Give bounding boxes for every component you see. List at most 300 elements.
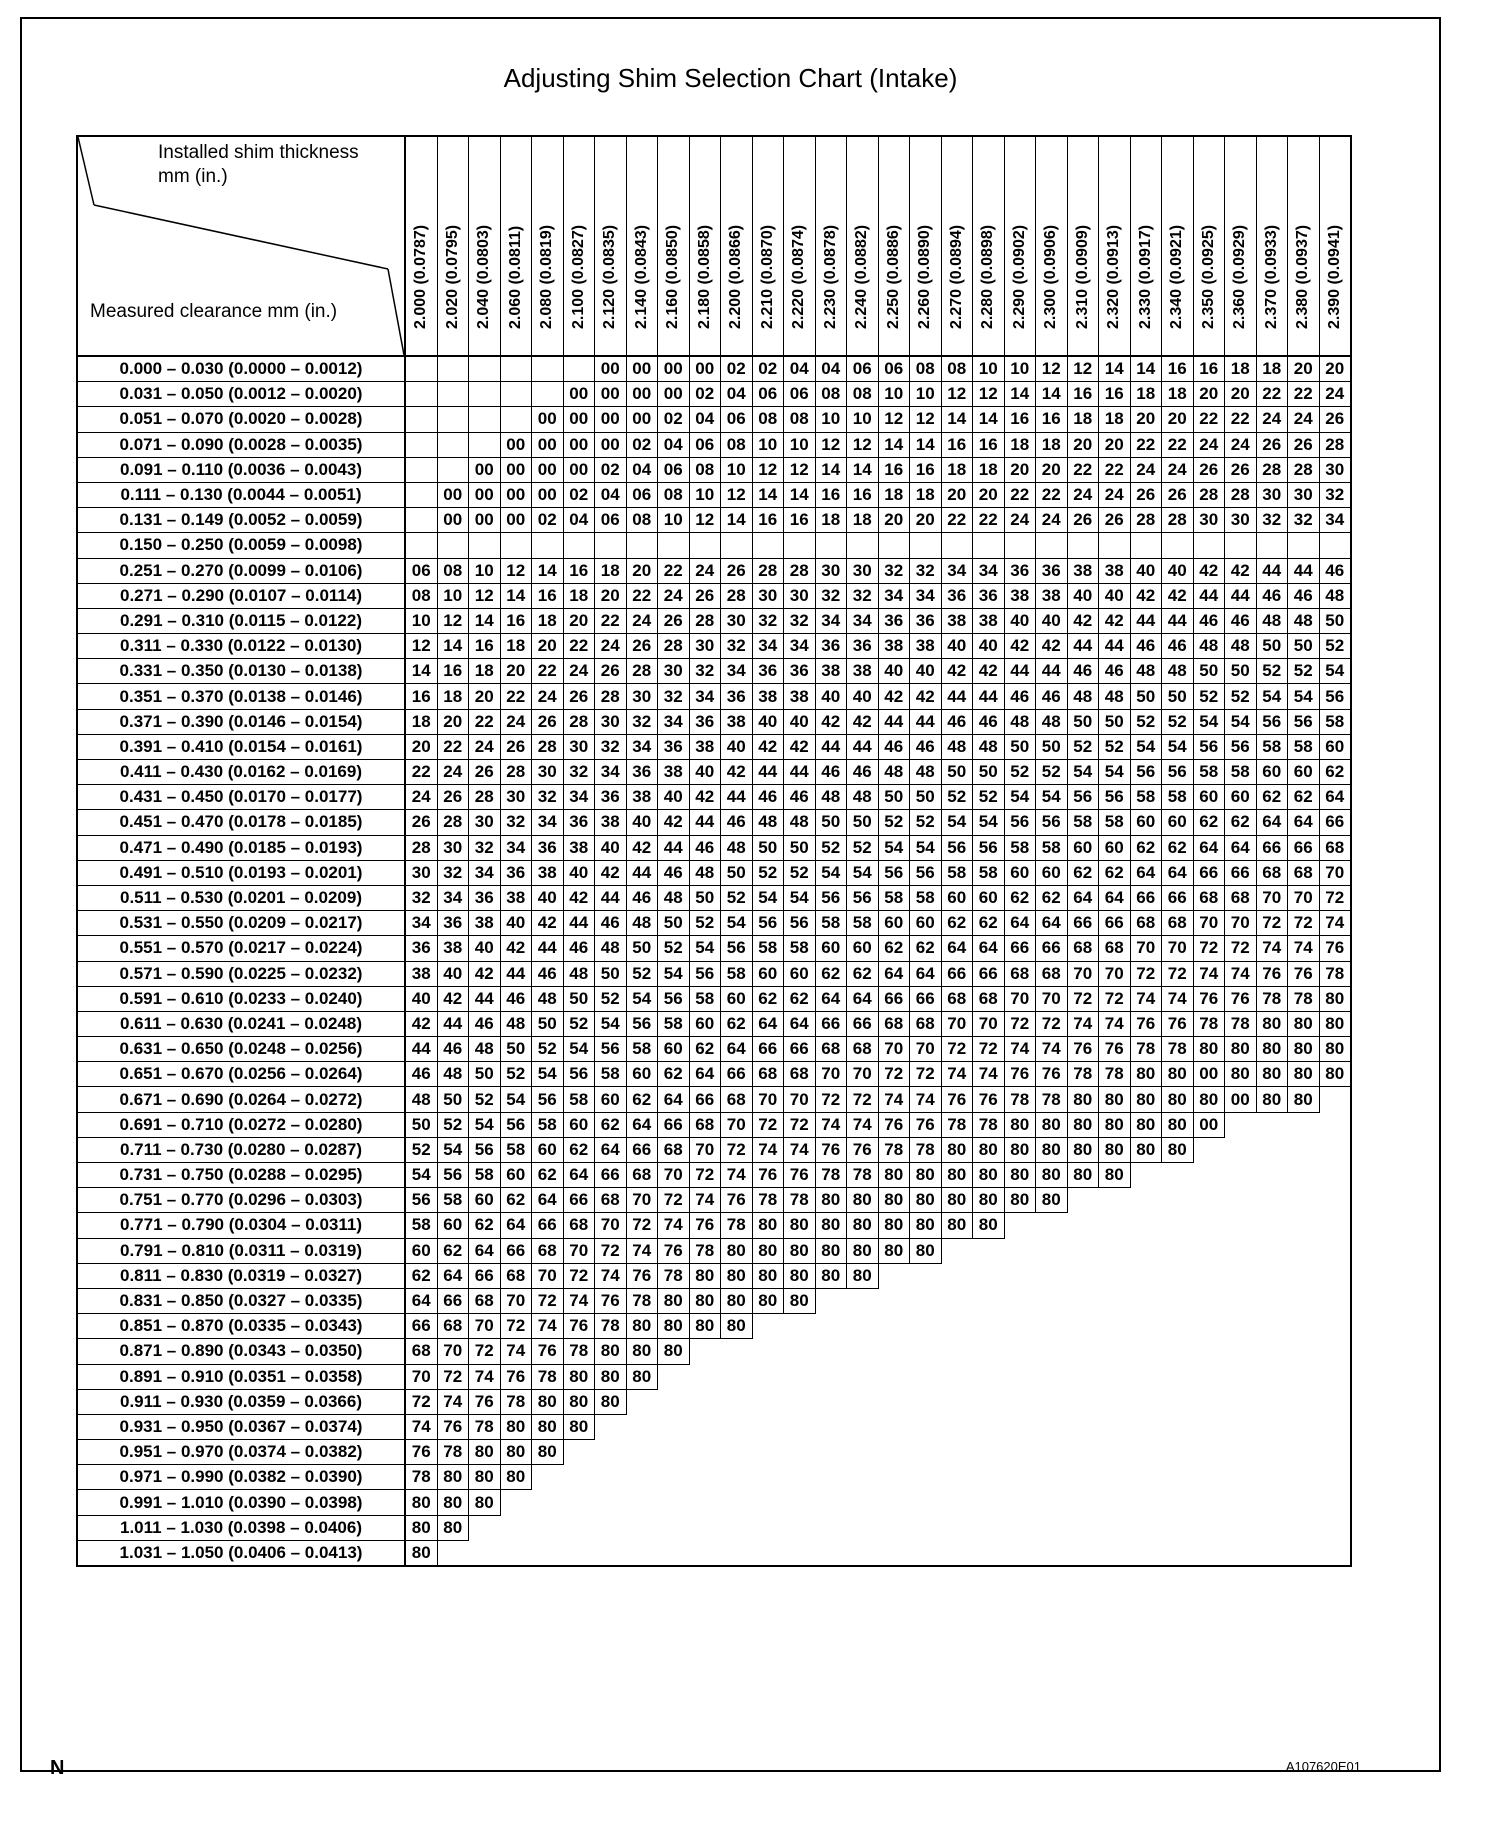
shim-number-cell: 54 <box>689 936 721 961</box>
shim-number-cell: 44 <box>1067 634 1099 659</box>
shim-number-cell: 24 <box>1004 508 1036 533</box>
shim-number-cell: 42 <box>815 709 847 734</box>
shim-number-cell: 34 <box>437 885 469 910</box>
clearance-range-label: 0.331 – 0.350 (0.0130 – 0.0138) <box>77 659 405 684</box>
clearance-range-label: 0.531 – 0.550 (0.0209 – 0.0217) <box>77 911 405 936</box>
empty-area <box>1036 1440 1068 1465</box>
table-row <box>77 785 1351 810</box>
shim-number-cell: 46 <box>405 1062 437 1087</box>
empty-area <box>973 1440 1005 1465</box>
shim-number-cell: 68 <box>437 1314 469 1339</box>
shim-number-cell: 62 <box>1004 885 1036 910</box>
shim-number-cell: 08 <box>847 382 879 407</box>
shim-number-cell: 80 <box>1319 986 1351 1011</box>
shim-number-cell: 74 <box>910 1087 942 1112</box>
shim-number-cell: 70 <box>878 1037 910 1062</box>
shim-number-cell: 80 <box>973 1213 1005 1238</box>
clearance-range-label: 0.931 – 0.950 (0.0367 – 0.0374) <box>77 1414 405 1439</box>
empty-area <box>1036 1263 1068 1288</box>
shim-number-cell: 74 <box>973 1062 1005 1087</box>
shim-number-cell: 66 <box>878 986 910 1011</box>
shim-number-cell: 32 <box>1288 508 1320 533</box>
shim-number-cell: 72 <box>1130 961 1162 986</box>
shim-number-cell: 64 <box>878 961 910 986</box>
empty-area <box>1099 1339 1131 1364</box>
shim-number-cell: 50 <box>1319 608 1351 633</box>
shim-number-cell: 58 <box>626 1037 658 1062</box>
shim-number-cell: 78 <box>532 1364 564 1389</box>
empty-area <box>1036 1213 1068 1238</box>
table-row <box>77 558 1351 583</box>
shim-number-cell: 00 <box>626 382 658 407</box>
shim-number-cell: 52 <box>1067 734 1099 759</box>
empty-area <box>941 1339 973 1364</box>
shim-number-cell: 40 <box>941 634 973 659</box>
shim-number-cell: 20 <box>500 659 532 684</box>
shim-number-cell: 80 <box>469 1440 501 1465</box>
shim-number-cell: 20 <box>1099 432 1131 457</box>
shim-number-cell: 26 <box>721 558 753 583</box>
empty-area <box>1099 1263 1131 1288</box>
shim-number-cell: 58 <box>1099 810 1131 835</box>
shim-number-cell: 80 <box>689 1263 721 1288</box>
empty-area <box>721 1364 753 1389</box>
empty-area <box>1256 1389 1288 1414</box>
empty-area <box>1319 1238 1351 1263</box>
empty-area <box>1067 1515 1099 1540</box>
column-header <box>1319 136 1351 356</box>
empty-area <box>878 1263 910 1288</box>
empty-area <box>1256 1364 1288 1389</box>
shim-number-cell: 62 <box>973 911 1005 936</box>
shim-number-cell: 48 <box>1193 634 1225 659</box>
shim-number-cell: 40 <box>847 684 879 709</box>
shim-number-cell: 42 <box>1004 634 1036 659</box>
shim-number-cell: 66 <box>1193 860 1225 885</box>
shim-number-cell: 32 <box>721 634 753 659</box>
empty-area <box>1036 1414 1068 1439</box>
empty-area <box>500 1515 532 1540</box>
shim-number-cell: 80 <box>784 1288 816 1313</box>
column-header <box>532 136 564 356</box>
shim-number-cell: 64 <box>658 1087 690 1112</box>
shim-number-cell: 48 <box>721 835 753 860</box>
empty-area <box>1067 1389 1099 1414</box>
empty-area <box>1225 1490 1257 1515</box>
shim-number-cell: 60 <box>595 1087 627 1112</box>
shim-number-cell: 44 <box>1288 558 1320 583</box>
shim-number-cell: 46 <box>784 785 816 810</box>
shim-number-cell: 46 <box>1225 608 1257 633</box>
shim-number-cell: 22 <box>626 583 658 608</box>
shim-number-cell: 26 <box>500 734 532 759</box>
shim-number-cell: 38 <box>784 684 816 709</box>
empty-area <box>1193 1389 1225 1414</box>
empty-area <box>973 1364 1005 1389</box>
shim-number-cell: 80 <box>405 1515 437 1540</box>
shim-number-cell: 60 <box>1004 860 1036 885</box>
column-header <box>941 136 973 356</box>
shim-number-cell: 76 <box>721 1188 753 1213</box>
column-header-label: 2.330 (0.0917) <box>1136 224 1154 329</box>
shim-number-cell: 54 <box>1099 760 1131 785</box>
empty-area <box>1162 1238 1194 1263</box>
shim-number-cell: 38 <box>689 734 721 759</box>
shim-number-cell: 64 <box>437 1263 469 1288</box>
shim-number-cell: 40 <box>500 911 532 936</box>
shim-number-cell: 38 <box>658 760 690 785</box>
shim-selection-table <box>76 135 1352 1567</box>
shim-number-cell: 72 <box>941 1037 973 1062</box>
shim-number-cell: 36 <box>405 936 437 961</box>
shim-number-cell: 06 <box>595 508 627 533</box>
shim-number-cell: 66 <box>1004 936 1036 961</box>
shim-number-cell: 18 <box>532 608 564 633</box>
shim-number-cell: 80 <box>405 1490 437 1515</box>
shim-number-cell: 66 <box>689 1087 721 1112</box>
shim-number-cell: 48 <box>626 911 658 936</box>
shim-number-cell: 00 <box>595 356 627 382</box>
empty-area <box>910 1465 942 1490</box>
shim-number-cell: 52 <box>405 1137 437 1162</box>
empty-area <box>847 1314 879 1339</box>
shim-number-cell: 48 <box>1288 608 1320 633</box>
shim-number-cell: 66 <box>1130 885 1162 910</box>
shim-number-cell: 78 <box>878 1137 910 1162</box>
shim-number-cell: 80 <box>847 1238 879 1263</box>
shim-number-cell: 64 <box>1225 835 1257 860</box>
shim-number-cell: 80 <box>437 1515 469 1540</box>
shim-number-cell: 78 <box>815 1163 847 1188</box>
shim-number-cell: 80 <box>973 1188 1005 1213</box>
shim-number-cell: 80 <box>1288 1011 1320 1036</box>
shim-number-cell: 16 <box>532 583 564 608</box>
table-row <box>77 709 1351 734</box>
shim-number-cell: 38 <box>595 810 627 835</box>
shim-number-cell: 30 <box>784 583 816 608</box>
shim-number-cell <box>532 356 564 382</box>
shim-number-cell: 80 <box>815 1263 847 1288</box>
shim-number-cell: 74 <box>500 1339 532 1364</box>
empty-area <box>1288 1288 1320 1313</box>
empty-area <box>1067 1288 1099 1313</box>
shim-number-cell: 80 <box>752 1213 784 1238</box>
shim-number-cell: 56 <box>973 835 1005 860</box>
shim-number-cell: 44 <box>815 734 847 759</box>
shim-number-cell: 78 <box>1288 986 1320 1011</box>
empty-area <box>752 1515 784 1540</box>
empty-area <box>878 1314 910 1339</box>
empty-area <box>847 1339 879 1364</box>
column-header-label: 2.080 (0.0819) <box>538 224 556 329</box>
shim-number-cell: 26 <box>1225 457 1257 482</box>
shim-number-cell: 16 <box>563 558 595 583</box>
shim-number-cell: 14 <box>1004 382 1036 407</box>
shim-number-cell: 08 <box>658 482 690 507</box>
table-row <box>77 608 1351 633</box>
shim-number-cell: 58 <box>1004 835 1036 860</box>
shim-number-cell: 40 <box>595 835 627 860</box>
empty-area <box>1288 1137 1320 1162</box>
shim-number-cell: 74 <box>752 1137 784 1162</box>
shim-number-cell: 68 <box>784 1062 816 1087</box>
clearance-range-label: 0.751 – 0.770 (0.0296 – 0.0303) <box>77 1188 405 1213</box>
shim-number-cell: 64 <box>1099 885 1131 910</box>
shim-number-cell: 74 <box>815 1112 847 1137</box>
shim-number-cell: 80 <box>878 1188 910 1213</box>
shim-number-cell: 58 <box>469 1163 501 1188</box>
shim-number-cell: 52 <box>1162 709 1194 734</box>
shim-number-cell <box>405 533 437 558</box>
shim-number-cell: 56 <box>784 911 816 936</box>
shim-number-cell: 80 <box>847 1188 879 1213</box>
shim-number-cell: 30 <box>1193 508 1225 533</box>
shim-number-cell: 60 <box>1036 860 1068 885</box>
shim-number-cell: 26 <box>405 810 437 835</box>
shim-number-cell: 12 <box>941 382 973 407</box>
shim-number-cell: 42 <box>437 986 469 1011</box>
shim-number-cell: 24 <box>1193 432 1225 457</box>
empty-area <box>1162 1414 1194 1439</box>
shim-number-cell: 70 <box>595 1213 627 1238</box>
column-header <box>1256 136 1288 356</box>
shim-number-cell: 28 <box>658 634 690 659</box>
shim-number-cell: 44 <box>1193 583 1225 608</box>
shim-number-cell <box>437 356 469 382</box>
empty-area <box>1225 1465 1257 1490</box>
empty-area <box>626 1465 658 1490</box>
shim-number-cell: 14 <box>532 558 564 583</box>
empty-area <box>878 1339 910 1364</box>
shim-number-cell: 06 <box>752 382 784 407</box>
shim-number-cell: 18 <box>941 457 973 482</box>
empty-area <box>1067 1188 1099 1213</box>
shim-number-cell: 56 <box>1067 785 1099 810</box>
shim-number-cell: 38 <box>437 936 469 961</box>
empty-area <box>658 1515 690 1540</box>
column-header-label: 2.230 (0.0878) <box>821 224 839 329</box>
shim-number-cell: 50 <box>1162 684 1194 709</box>
empty-area <box>815 1339 847 1364</box>
shim-number-cell: 76 <box>1099 1037 1131 1062</box>
empty-area <box>563 1440 595 1465</box>
shim-number-cell: 30 <box>1319 457 1351 482</box>
shim-number-cell: 76 <box>1288 961 1320 986</box>
shim-number-cell: 58 <box>1256 734 1288 759</box>
shim-number-cell: 04 <box>563 508 595 533</box>
shim-number-cell: 28 <box>437 810 469 835</box>
shim-number-cell: 80 <box>595 1389 627 1414</box>
shim-number-cell: 58 <box>1288 734 1320 759</box>
shim-number-cell: 50 <box>500 1037 532 1062</box>
shim-number-cell: 48 <box>1099 684 1131 709</box>
column-header-label: 2.120 (0.0835) <box>601 224 619 329</box>
empty-area <box>721 1440 753 1465</box>
empty-area <box>1099 1364 1131 1389</box>
empty-area <box>1288 1389 1320 1414</box>
shim-number-cell: 00 <box>1193 1062 1225 1087</box>
column-header-label: 2.220 (0.0874) <box>790 224 808 329</box>
shim-number-cell: 74 <box>437 1389 469 1414</box>
shim-number-cell: 60 <box>405 1238 437 1263</box>
shim-number-cell: 34 <box>752 634 784 659</box>
shim-number-cell: 60 <box>847 936 879 961</box>
shim-number-cell: 42 <box>1099 608 1131 633</box>
empty-area <box>1225 1440 1257 1465</box>
shim-number-cell: 80 <box>910 1163 942 1188</box>
shim-number-cell: 28 <box>784 558 816 583</box>
shim-number-cell: 16 <box>878 457 910 482</box>
shim-number-cell: 78 <box>563 1339 595 1364</box>
shim-number-cell: 64 <box>563 1163 595 1188</box>
shim-number-cell: 24 <box>405 785 437 810</box>
shim-number-cell: 62 <box>563 1137 595 1162</box>
column-header <box>1004 136 1036 356</box>
shim-number-cell: 52 <box>1288 659 1320 684</box>
empty-area <box>973 1238 1005 1263</box>
shim-number-cell: 70 <box>500 1288 532 1313</box>
shim-number-cell: 70 <box>1036 986 1068 1011</box>
shim-number-cell: 60 <box>689 1011 721 1036</box>
empty-area <box>973 1339 1005 1364</box>
empty-area <box>815 1314 847 1339</box>
shim-number-cell: 80 <box>1036 1188 1068 1213</box>
shim-number-cell: 62 <box>689 1037 721 1062</box>
shim-number-cell: 50 <box>437 1087 469 1112</box>
shim-number-cell: 52 <box>910 810 942 835</box>
shim-number-cell: 40 <box>721 734 753 759</box>
shim-number-cell: 12 <box>437 608 469 633</box>
shim-number-cell: 00 <box>626 407 658 432</box>
shim-number-cell: 54 <box>1256 684 1288 709</box>
empty-area <box>1288 1163 1320 1188</box>
table-row <box>77 382 1351 407</box>
shim-number-cell: 52 <box>658 936 690 961</box>
column-header-label: 2.290 (0.0902) <box>1010 224 1028 329</box>
shim-number-cell: 48 <box>815 785 847 810</box>
empty-area <box>1004 1238 1036 1263</box>
shim-number-cell: 28 <box>721 583 753 608</box>
empty-area <box>941 1440 973 1465</box>
shim-number-cell: 26 <box>626 634 658 659</box>
shim-number-cell: 04 <box>658 432 690 457</box>
shim-number-cell: 54 <box>563 1037 595 1062</box>
shim-number-cell: 80 <box>1288 1037 1320 1062</box>
shim-number-cell: 56 <box>1319 684 1351 709</box>
shim-number-cell: 60 <box>1225 785 1257 810</box>
shim-number-cell: 64 <box>752 1011 784 1036</box>
shim-number-cell: 72 <box>910 1062 942 1087</box>
empty-area <box>1256 1188 1288 1213</box>
shim-number-cell: 50 <box>1067 709 1099 734</box>
empty-area <box>1130 1263 1162 1288</box>
shim-number-cell: 42 <box>658 810 690 835</box>
shim-number-cell: 60 <box>910 911 942 936</box>
shim-number-cell: 24 <box>437 760 469 785</box>
shim-number-cell <box>1036 533 1068 558</box>
shim-number-cell: 68 <box>1193 885 1225 910</box>
shim-number-cell: 42 <box>941 659 973 684</box>
shim-number-cell: 50 <box>1288 634 1320 659</box>
shim-number-cell: 60 <box>1256 760 1288 785</box>
shim-number-cell: 66 <box>500 1238 532 1263</box>
clearance-range-label: 0.671 – 0.690 (0.0264 – 0.0272) <box>77 1087 405 1112</box>
column-header <box>1130 136 1162 356</box>
empty-area <box>1004 1414 1036 1439</box>
shim-number-cell: 70 <box>469 1314 501 1339</box>
shim-number-cell: 62 <box>595 1112 627 1137</box>
shim-number-cell: 02 <box>595 457 627 482</box>
shim-number-cell <box>1193 533 1225 558</box>
shim-number-cell: 32 <box>626 709 658 734</box>
shim-number-cell: 72 <box>1162 961 1194 986</box>
shim-number-cell: 50 <box>784 835 816 860</box>
shim-number-cell: 42 <box>595 860 627 885</box>
shim-number-cell: 66 <box>973 961 1005 986</box>
empty-area <box>1099 1238 1131 1263</box>
clearance-range-label: 0.131 – 0.149 (0.0052 – 0.0059) <box>77 508 405 533</box>
shim-number-cell: 24 <box>1036 508 1068 533</box>
shim-number-cell: 56 <box>1004 810 1036 835</box>
shim-number-cell: 68 <box>1319 835 1351 860</box>
shim-number-cell: 50 <box>1130 684 1162 709</box>
shim-number-cell: 62 <box>532 1163 564 1188</box>
shim-number-cell: 80 <box>1193 1037 1225 1062</box>
empty-area <box>1004 1288 1036 1313</box>
shim-number-cell: 70 <box>973 1011 1005 1036</box>
shim-number-cell: 80 <box>1099 1163 1131 1188</box>
table-row <box>77 1188 1351 1213</box>
shim-number-cell: 54 <box>405 1163 437 1188</box>
empty-area <box>1067 1540 1099 1566</box>
shim-number-cell: 36 <box>815 634 847 659</box>
column-header <box>878 136 910 356</box>
shim-number-cell: 80 <box>405 1540 437 1566</box>
empty-area <box>1130 1465 1162 1490</box>
shim-number-cell: 26 <box>689 583 721 608</box>
shim-number-cell: 40 <box>469 936 501 961</box>
shim-number-cell: 56 <box>1288 709 1320 734</box>
shim-number-cell: 40 <box>815 684 847 709</box>
shim-number-cell: 62 <box>405 1263 437 1288</box>
shim-number-cell: 66 <box>1256 835 1288 860</box>
shim-number-cell: 60 <box>1193 785 1225 810</box>
table-row <box>77 961 1351 986</box>
shim-number-cell: 80 <box>1256 1087 1288 1112</box>
shim-number-cell: 68 <box>658 1137 690 1162</box>
empty-area <box>1193 1213 1225 1238</box>
shim-number-cell: 48 <box>500 1011 532 1036</box>
empty-area <box>1319 1163 1351 1188</box>
shim-number-cell: 38 <box>469 911 501 936</box>
shim-number-cell: 80 <box>1193 1087 1225 1112</box>
shim-number-cell: 18 <box>437 684 469 709</box>
clearance-range-label: 0.071 – 0.090 (0.0028 – 0.0035) <box>77 432 405 457</box>
shim-number-cell: 54 <box>1130 734 1162 759</box>
column-header-label: 2.020 (0.0795) <box>443 224 461 329</box>
shim-number-cell: 04 <box>784 356 816 382</box>
empty-area <box>1162 1364 1194 1389</box>
shim-number-cell: 70 <box>1225 911 1257 936</box>
column-header <box>1225 136 1257 356</box>
empty-area <box>1225 1112 1257 1137</box>
clearance-range-label: 0.431 – 0.450 (0.0170 – 0.0177) <box>77 785 405 810</box>
clearance-range-label: 0.791 – 0.810 (0.0311 – 0.0319) <box>77 1238 405 1263</box>
shim-number-cell: 80 <box>752 1288 784 1313</box>
shim-number-cell: 72 <box>784 1112 816 1137</box>
shim-number-cell: 30 <box>1256 482 1288 507</box>
shim-number-cell: 80 <box>1319 1037 1351 1062</box>
